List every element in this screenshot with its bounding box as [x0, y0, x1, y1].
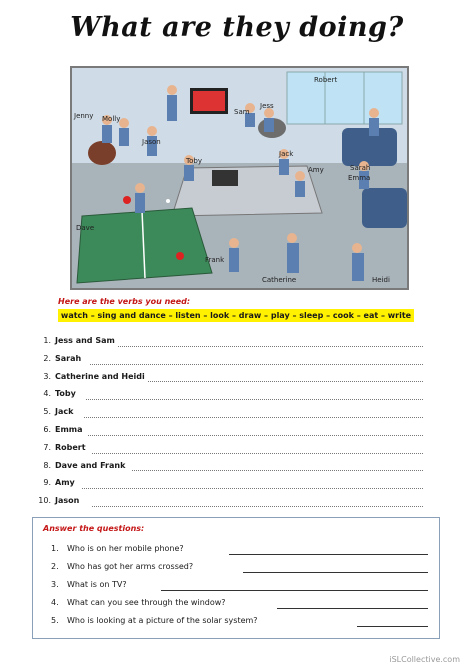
answer-line[interactable]: [118, 346, 423, 347]
answer-line[interactable]: [84, 417, 423, 418]
label-toby: Toby: [186, 157, 202, 165]
answer-line[interactable]: [161, 590, 428, 591]
question-item: 1. Who is on her mobile phone?: [51, 542, 436, 560]
site-watermark: iSLCollective.com: [389, 655, 460, 664]
exercise-name: Jason: [55, 496, 80, 506]
list-item: 5. Jack: [36, 404, 431, 422]
answer-line[interactable]: [148, 381, 423, 382]
answer-line[interactable]: [357, 626, 428, 627]
exercise-name: Dave and Frank: [55, 460, 126, 470]
answer-line[interactable]: [88, 435, 423, 436]
questions-box: [32, 517, 440, 639]
questions-heading: Answer the questions:: [43, 524, 145, 533]
answer-line[interactable]: [243, 572, 428, 573]
label-heidi: Heidi: [372, 276, 390, 284]
question-item: 4. What can you see through the window?: [51, 596, 436, 614]
label-jason: Jason: [142, 138, 161, 146]
question-text: What is on TV?: [67, 580, 127, 589]
answer-line[interactable]: [132, 470, 423, 471]
verbs-list: watch – sing and dance – listen – look – draw – play – sleep – cook – eat – write: [58, 309, 414, 322]
label-amy: Amy: [308, 166, 324, 174]
exercise-name: Jack: [55, 407, 74, 417]
questions-list: [51, 542, 436, 632]
verbs-heading: Here are the verbs you need:: [58, 297, 191, 306]
classroom-illustration: [70, 66, 409, 290]
label-frank: Frank: [205, 256, 225, 264]
list-item: 1. Jess and Sam: [36, 333, 431, 351]
label-jess: Jess: [260, 102, 274, 110]
label-sam: Sam: [234, 108, 250, 116]
exercise-name: Catherine and Heidi: [55, 371, 145, 381]
list-item: 3. Catherine and Heidi: [36, 369, 431, 387]
exercise-name: Amy: [55, 478, 75, 488]
answer-line[interactable]: [82, 488, 423, 489]
question-item: 3. What is on TV?: [51, 578, 436, 596]
list-item: 4. Toby: [36, 386, 431, 404]
list-item: 6. Emma: [36, 422, 431, 440]
list-item: 2. Sarah: [36, 351, 431, 369]
list-item: 8. Dave and Frank: [36, 458, 431, 476]
question-item: 2. Who has got her arms crossed?: [51, 560, 436, 578]
answer-line[interactable]: [229, 554, 428, 555]
question-text: Who is on her mobile phone?: [67, 544, 184, 553]
exercise-name: Toby: [55, 389, 76, 399]
label-catherine: Catherine: [262, 276, 297, 284]
label-jenny: Jenny: [74, 112, 94, 120]
question-item: 5. Who is looking at a picture of the solar system?: [51, 614, 436, 632]
answer-line[interactable]: [92, 453, 423, 454]
list-item: 7. Robert: [36, 440, 431, 458]
exercise-name: Robert: [55, 442, 86, 452]
question-text: What can you see through the window?: [67, 598, 226, 607]
list-item: 9. Amy: [36, 475, 431, 493]
answer-line[interactable]: [277, 608, 428, 609]
answer-line[interactable]: [86, 399, 423, 400]
answer-line[interactable]: [90, 364, 423, 365]
label-molly: Molly: [102, 115, 121, 123]
page-title: What are they doing?: [70, 12, 404, 43]
question-text: Who has got her arms crossed?: [67, 562, 194, 571]
exercise-name: Emma: [55, 424, 83, 434]
answer-line[interactable]: [92, 506, 423, 507]
exercise-name: Jess and Sam: [55, 336, 115, 345]
label-emma: Emma: [348, 174, 371, 182]
label-robert: Robert: [314, 76, 338, 84]
label-sarah: Sarah: [350, 164, 371, 172]
label-dave: Dave: [76, 224, 95, 232]
label-jack: Jack: [279, 150, 294, 158]
question-text: Who is looking at a picture of the solar system?: [67, 616, 258, 625]
exercise-name: Sarah: [55, 353, 82, 363]
list-item: 10. Jason: [36, 493, 431, 511]
exercise-list: [36, 333, 431, 511]
